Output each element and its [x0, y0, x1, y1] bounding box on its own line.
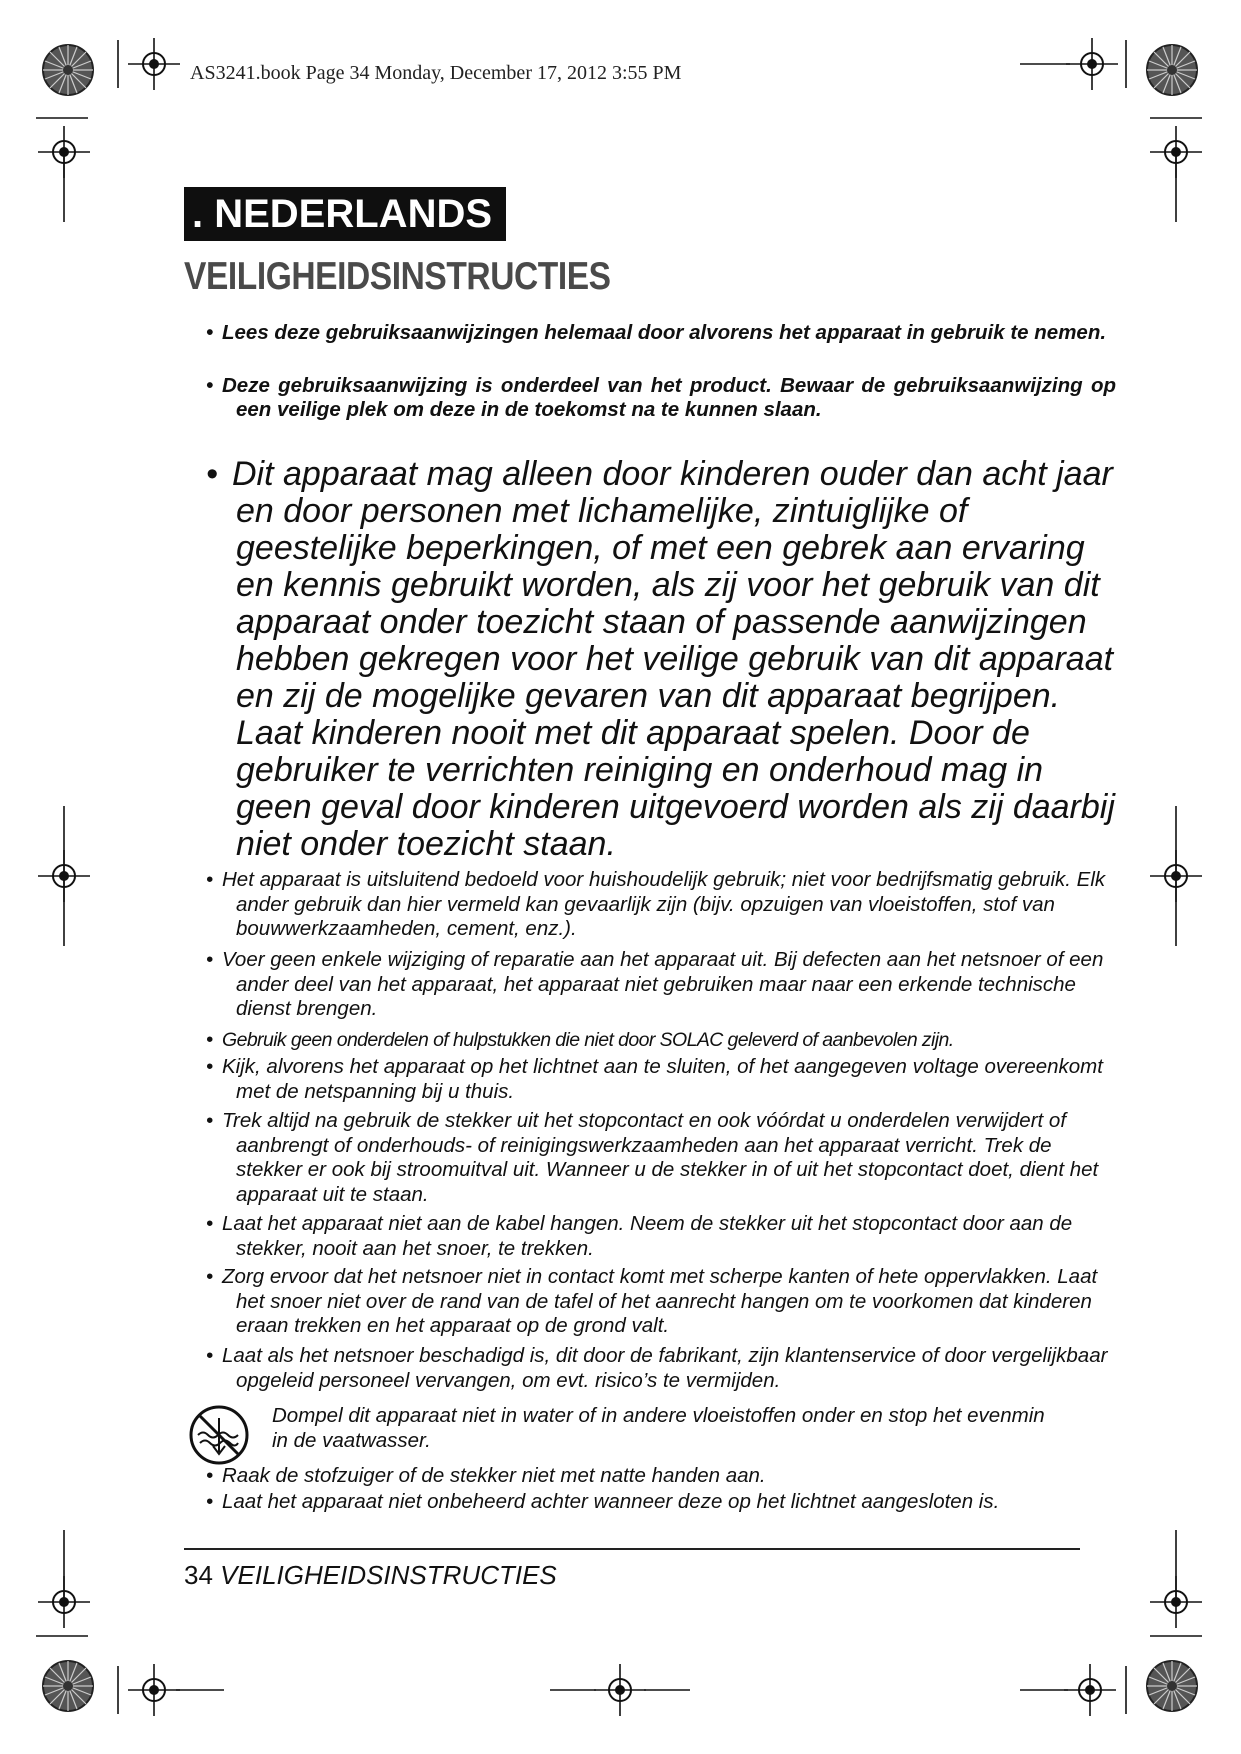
- crosshair-bottom-center: [594, 1664, 646, 1716]
- list-item: • Laat het apparaat niet aan de kabel hangen. Neem de stekker uit het stopcontact door aan de stekker, nooit aan het snoer, te trekken.: [206, 1212, 1073, 1260]
- large-item-text: Dit apparaat mag alleen door kinderen ouder dan acht jaar en door personen met lichamelijke, zintuiglijke of geestelijke beperkingen, of met een gebrek aan ervaring en kennis gebruikt worden, als zij voor het gebruik van dit apparaat onder toezicht staan of passende aanwijzingen hebben gekregen voor het veilige gebruik van dit apparaat en zij de mogelijke gevaren van dit apparaat begrijpen. Laat kinderen nooit met dit apparaat spelen. Door de gebruiker te verrichten reiniging en onderhoud mag in geen geval door kinderen uitgevoerd worden als zij daarbij niet onder toezicht staan.: [232, 455, 1115, 863]
- list-item: • Laat als het netsnoer beschadigd is, dit door de fabrikant, zijn klantenservice of door vergelijkbaar opgeleid personeel vervangen, om evt. risico’s te vermijden.: [206, 1344, 1108, 1392]
- crosshair-top-right: [1066, 38, 1118, 90]
- item-text: Laat het apparaat niet aan de kabel hangen. Neem de stekker uit het stopcontact door aan de stekker, nooit aan het snoer, te trekken.: [222, 1212, 1073, 1260]
- item-text: Raak de stofzuiger of de stekker niet met natte handen aan.: [222, 1464, 766, 1487]
- print-header: AS3241.book Page 34 Monday, December 17, 2012 3:55 PM: [190, 62, 682, 84]
- item-text: Het apparaat is uitsluitend bedoeld voor huishoudelijk gebruik; niet voor bedrijfsmatig gebruik. Elk ander gebruik dan hier vermeld kan gevaarlijk zijn (bijv. opzuigen van vloeistoffen, stof van bouwwerkzaamheden, cement, enz.).: [222, 868, 1106, 940]
- crosshair-bottom-left: [128, 1664, 180, 1716]
- item-text: Laat het apparaat niet onbeheerd achter wanneer deze op het lichtnet aangesloten is.: [222, 1490, 1000, 1513]
- registration-wheel-top-left: [43, 45, 93, 95]
- registration-wheel-bottom-left: [43, 1661, 93, 1711]
- registration-wheel-top-right: [1147, 45, 1197, 95]
- crosshair-bottom-right: [1064, 1664, 1116, 1716]
- language-label: . NEDERLANDS: [184, 187, 506, 241]
- list-item: • Gebruik geen onderdelen of hulpstukken die niet door SOLAC geleverd of aanbevolen zijn.: [206, 1028, 954, 1051]
- large-warning-item: • Dit apparaat mag alleen door kinderen ouder dan acht jaar en door personen met lichamelijke, zintuiglijke of geestelijke beperkingen, of met een gebrek aan ervaring en kennis gebruikt worden, als zij voor het gebruik van dit apparaat onder toezicht staan of passende aanwijzingen hebben gekregen voor het veilige gebruik van dit apparaat en zij de mogelijke gevaren van dit apparaat begrijpen. Laat kinderen nooit met dit apparaat spelen. Door de gebruiker te verrichten reiniging en onderhoud mag in geen geval door kinderen uitgevoerd worden als zij daarbij niet onder toezicht staan.: [206, 455, 1115, 863]
- item-text: Zorg ervoor dat het netsnoer niet in contact komt met scherpe kanten of hete oppervlakken. Laat het snoer niet over de rand van de tafel of het aanrecht hangen om te voorkomen dat kinderen eraan trekken en het apparaat op de grond valt.: [222, 1265, 1098, 1337]
- item-text: Voer geen enkele wijziging of reparatie aan het apparaat uit. Bij defecten aan het netsnoer of een ander deel van het apparaat, het apparaat niet gebruiken maar naar een erkende technische dienst brengen.: [222, 948, 1104, 1020]
- list-item: • Het apparaat is uitsluitend bedoeld voor huishoudelijk gebruik; niet voor bedrijfsmatig gebruik. Elk ander gebruik dan hier vermeld kan gevaarlijk zijn (bijv. opzuigen van vloeistoffen, stof van bouwwerkzaamheden, cement, enz.).: [206, 868, 1106, 940]
- item-text: Gebruik geen onderdelen of hulpstukken die niet door SOLAC geleverd of aanbevolen zijn.: [222, 1029, 954, 1051]
- footer-rule: [184, 1548, 1080, 1550]
- list-item: • Deze gebruiksaanwijzing is onderdeel van het product. Bewaar de gebruiksaanwijzing op een veilige plek om deze in de toekomst na te kunnen slaan.: [206, 374, 1116, 421]
- page-footer: [184, 1560, 557, 1591]
- item-text: Laat als het netsnoer beschadigd is, dit door de fabrikant, zijn klantenservice of door vergelijkbaar opgeleid personeel vervangen, om evt. risico’s te vermijden.: [222, 1344, 1108, 1392]
- bold-item-text: Lees deze gebruiksaanwijzingen helemaal door alvorens het apparaat in gebruik te nemen.: [222, 321, 1107, 344]
- bold-item-text: Deze gebruiksaanwijzing is onderdeel van het product. Bewaar de gebruiksaanwijzing op een veilige plek om deze in de toekomst na te kunnen slaan.: [222, 374, 1116, 421]
- item-text: Kijk, alvorens het apparaat op het lichtnet aan te sluiten, of het aangegeven voltage overeenkomt met de netspanning bij u thuis.: [222, 1055, 1103, 1103]
- list-item: • Zorg ervoor dat het netsnoer niet in contact komt met scherpe kanten of hete oppervlakken. Laat het snoer niet over de rand van de tafel of het aanrecht hangen om te voorkomen dat kinderen eraan trekken en het apparaat op de grond valt.: [206, 1265, 1098, 1337]
- crosshair-top: [128, 38, 180, 90]
- section-title: VEILIGHEIDSINSTRUCTIES: [184, 255, 611, 298]
- no-water-immersion-icon: [188, 1404, 250, 1466]
- icon-note-text: Dompel dit apparaat niet in water of in andere vloeistoffen onder en stop het evenmin in de vaatwasser.: [272, 1404, 1045, 1452]
- list-item: • Laat het apparaat niet onbeheerd achter wanneer deze op het lichtnet aangesloten is.: [206, 1490, 1000, 1513]
- list-item: • Lees deze gebruiksaanwijzingen helemaal door alvorens het apparaat in gebruik te nemen.: [206, 321, 1107, 344]
- page-number: 34: [184, 1560, 213, 1590]
- footer-title: VEILIGHEIDSINSTRUCTIES: [220, 1560, 557, 1590]
- list-item: • Raak de stofzuiger of de stekker niet met natte handen aan.: [206, 1464, 766, 1487]
- item-text: Trek altijd na gebruik de stekker uit het stopcontact en ook vóórdat u onderdelen verwijdert of aanbrengt of onderhouds- of reinigingswerkzaamheden aan het apparaat verricht. Trek de stekker er ook bij stroomuitval uit. Wanneer u de stekker in of uit het stopcontact doet, dient het apparaat uit te staan.: [222, 1109, 1099, 1206]
- list-item: • Kijk, alvorens het apparaat op het lichtnet aan te sluiten, of het aangegeven voltage overeenkomt met de netspanning bij u thuis.: [206, 1055, 1103, 1103]
- registration-wheel-bottom-right: [1147, 1661, 1197, 1711]
- list-item: • Trek altijd na gebruik de stekker uit het stopcontact en ook vóórdat u onderdelen verwijdert of aanbrengt of onderhouds- of reinigingswerkzaamheden aan het apparaat verricht. Trek de stekker er ook bij stroomuitval uit. Wanneer u de stekker in of uit het stopcontact doet, dient het apparaat uit te staan.: [206, 1109, 1099, 1206]
- list-item: • Voer geen enkele wijziging of reparatie aan het apparaat uit. Bij defecten aan het netsnoer of een ander deel van het apparaat, het apparaat niet gebruiken maar naar een erkende technische dienst brengen.: [206, 948, 1104, 1020]
